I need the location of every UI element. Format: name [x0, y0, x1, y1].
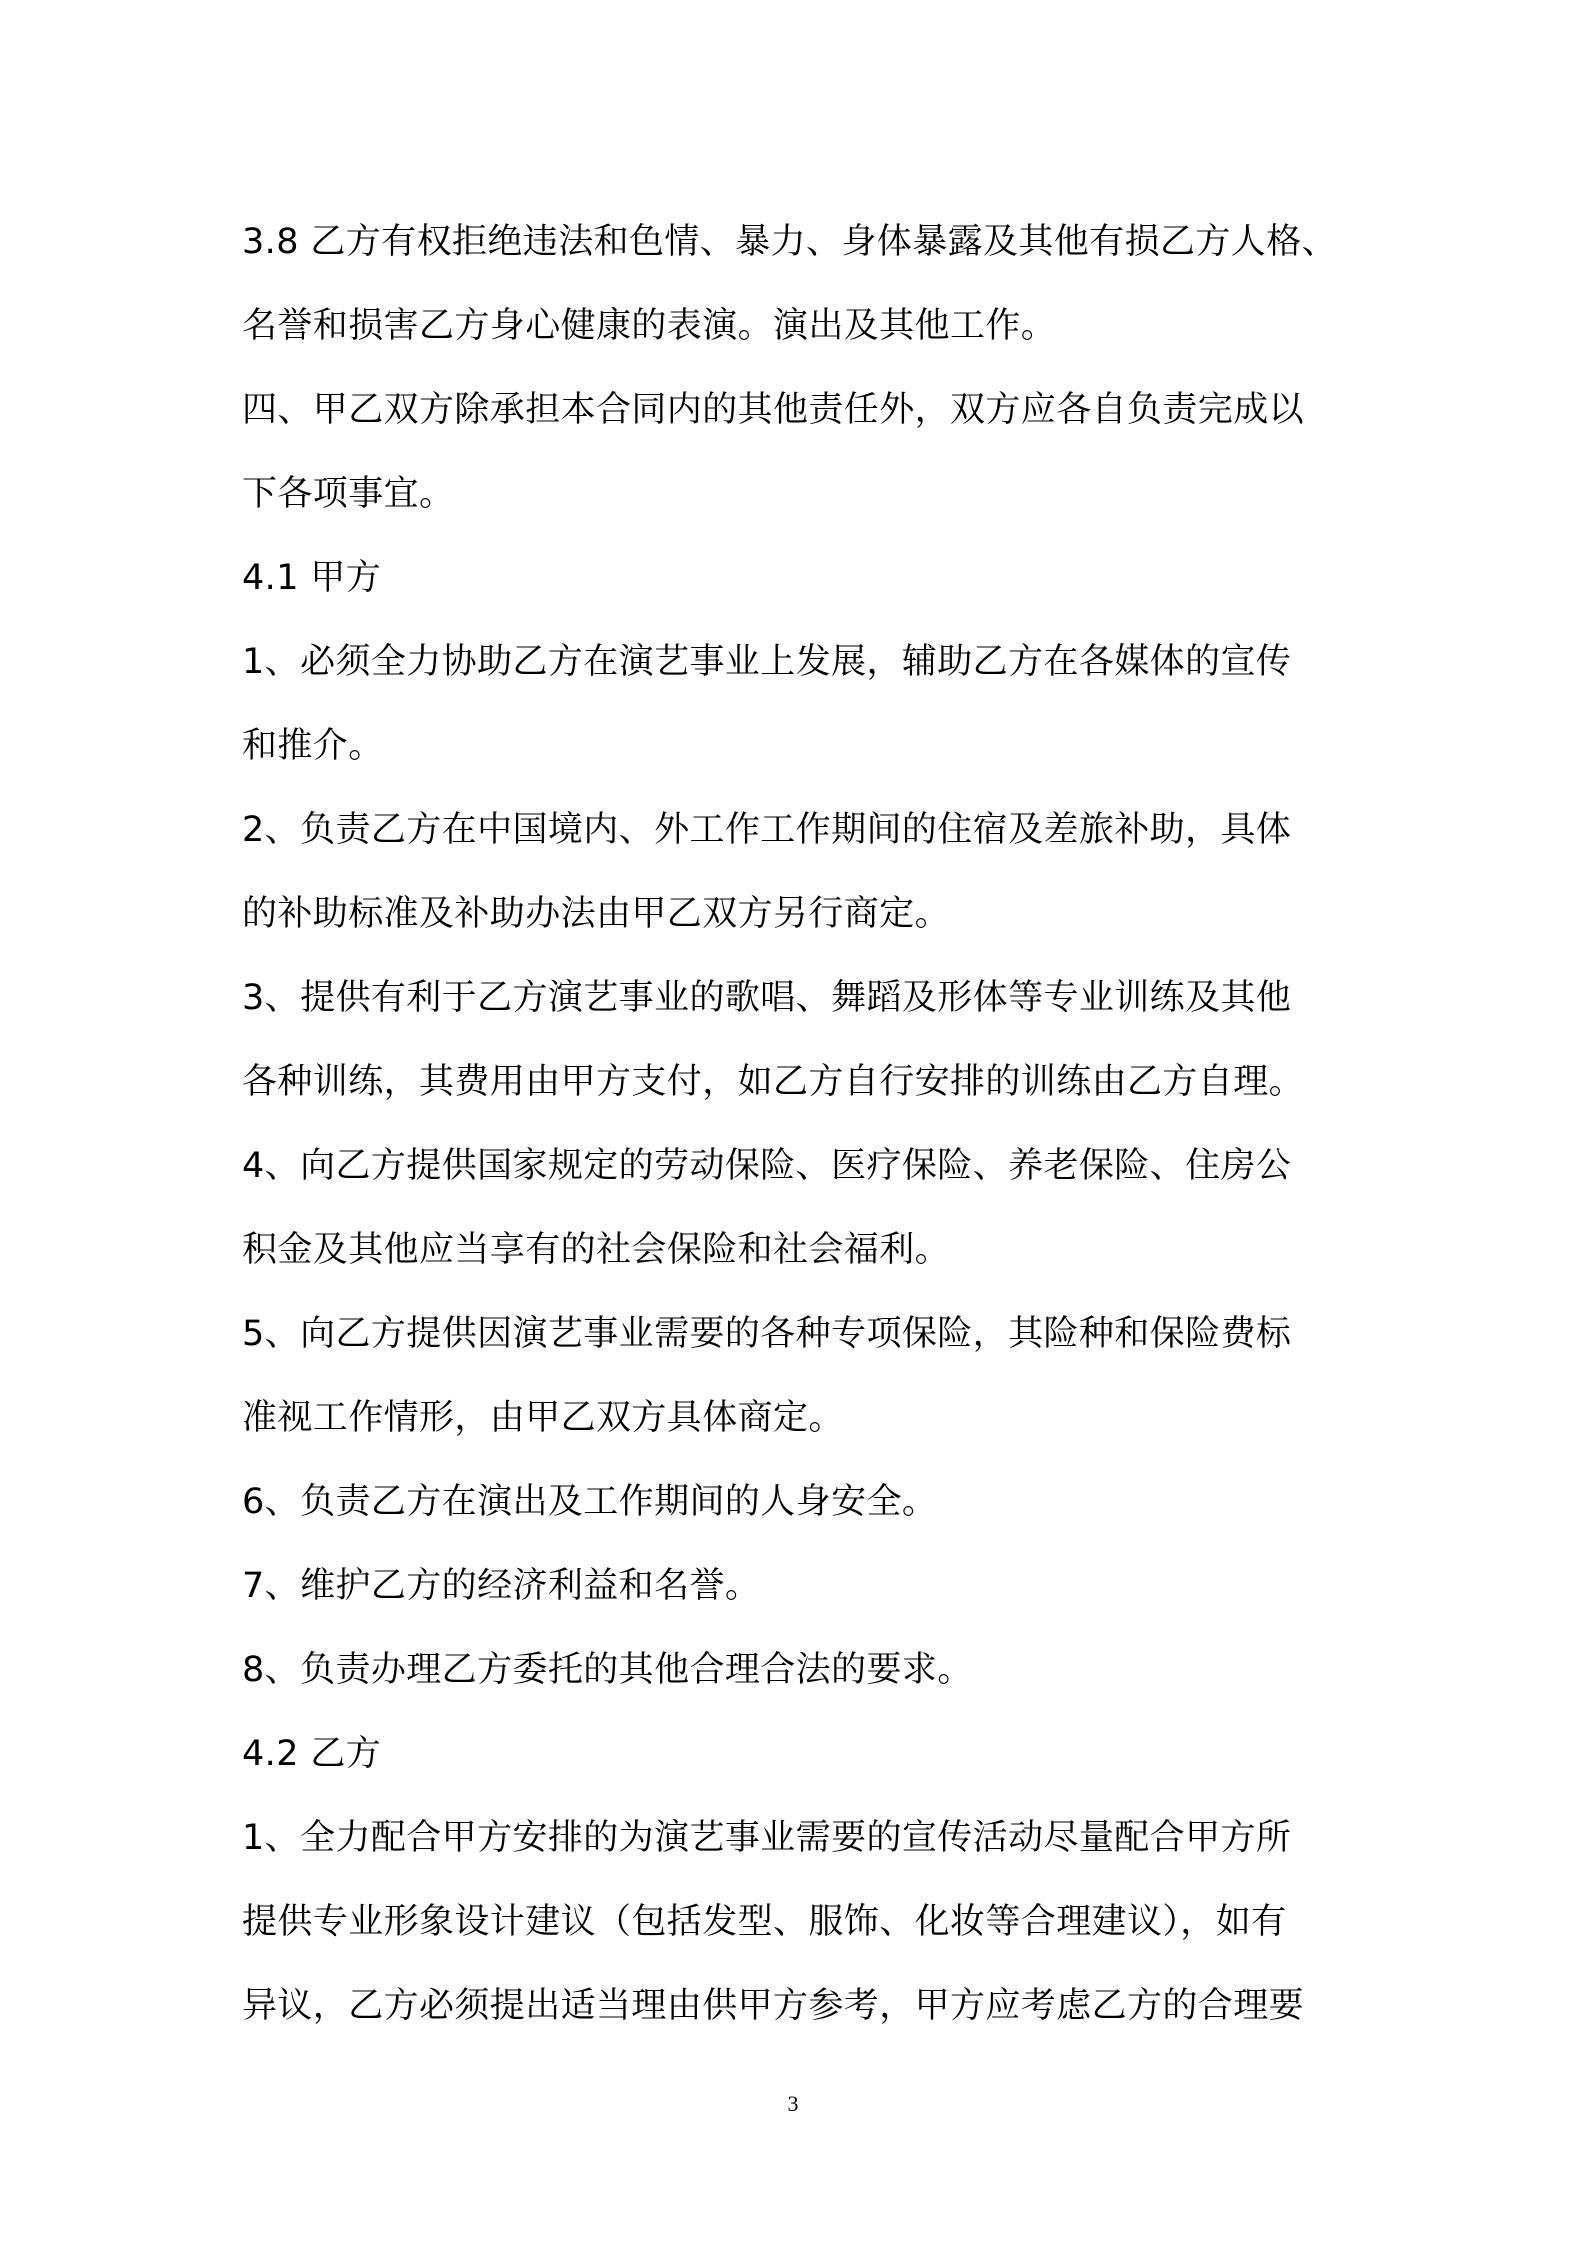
text-line: 的补助标准及补助办法由甲乙双方另行商定。	[242, 894, 951, 934]
text-line: 4、向乙方提供国家规定的劳动保险、医疗保险、养老保险、住房公	[242, 1146, 1292, 1186]
text-line: 四、甲乙双方除承担本合同内的其他责任外，双方应各自负责完成以	[242, 390, 1305, 430]
text-line: 提供专业形象设计建议（包括发型、服饰、化妆等合理建议），如有	[242, 1902, 1287, 1942]
text-line: 3、提供有利于乙方演艺事业的歌唱、舞蹈及形体等专业训练及其他	[242, 978, 1292, 1018]
text-line: 积金及其他应当享有的社会保险和社会福利。	[242, 1230, 951, 1270]
text-line: 7、维护乙方的经济利益和名誉。	[242, 1566, 761, 1606]
text-line: 3.8 乙方有权拒绝违法和色情、暴力、身体暴露及其他有损乙方人格、	[242, 222, 1337, 262]
text-line: 6、负责乙方在演出及工作期间的人身安全。	[242, 1482, 938, 1522]
text-line: 下各项事宜。	[242, 474, 455, 514]
text-line: 2、负责乙方在中国境内、外工作工作期间的住宿及差旅补助，具体	[242, 810, 1292, 850]
document-body	[242, 200, 1362, 2048]
text-line: 各种训练，其费用由甲方支付，如乙方自行安排的训练由乙方自理。	[242, 1062, 1305, 1102]
section-heading: 4.2 乙方	[242, 1734, 382, 1774]
text-line: 5、向乙方提供因演艺事业需要的各种专项保险，其险种和保险费标	[242, 1314, 1292, 1354]
text-line: 名誉和损害乙方身心健康的表演。演出及其他工作。	[242, 306, 1057, 346]
text-line: 1、全力配合甲方安排的为演艺事业需要的宣传活动尽量配合甲方所	[242, 1818, 1292, 1858]
section-heading: 4.1 甲方	[242, 558, 382, 598]
text-line: 和推介。	[242, 726, 384, 766]
text-line: 异议，乙方必须提出适当理由供甲方参考，甲方应考虑乙方的合理要	[242, 1986, 1305, 2026]
text-line: 准视工作情形，由甲乙双方具体商定。	[242, 1398, 844, 1438]
text-line: 8、负责办理乙方委托的其他合理合法的要求。	[242, 1650, 973, 1690]
page-number: 3	[787, 2091, 799, 2116]
text-line: 1、必须全力协助乙方在演艺事业上发展，辅助乙方在各媒体的宣传	[242, 642, 1292, 682]
